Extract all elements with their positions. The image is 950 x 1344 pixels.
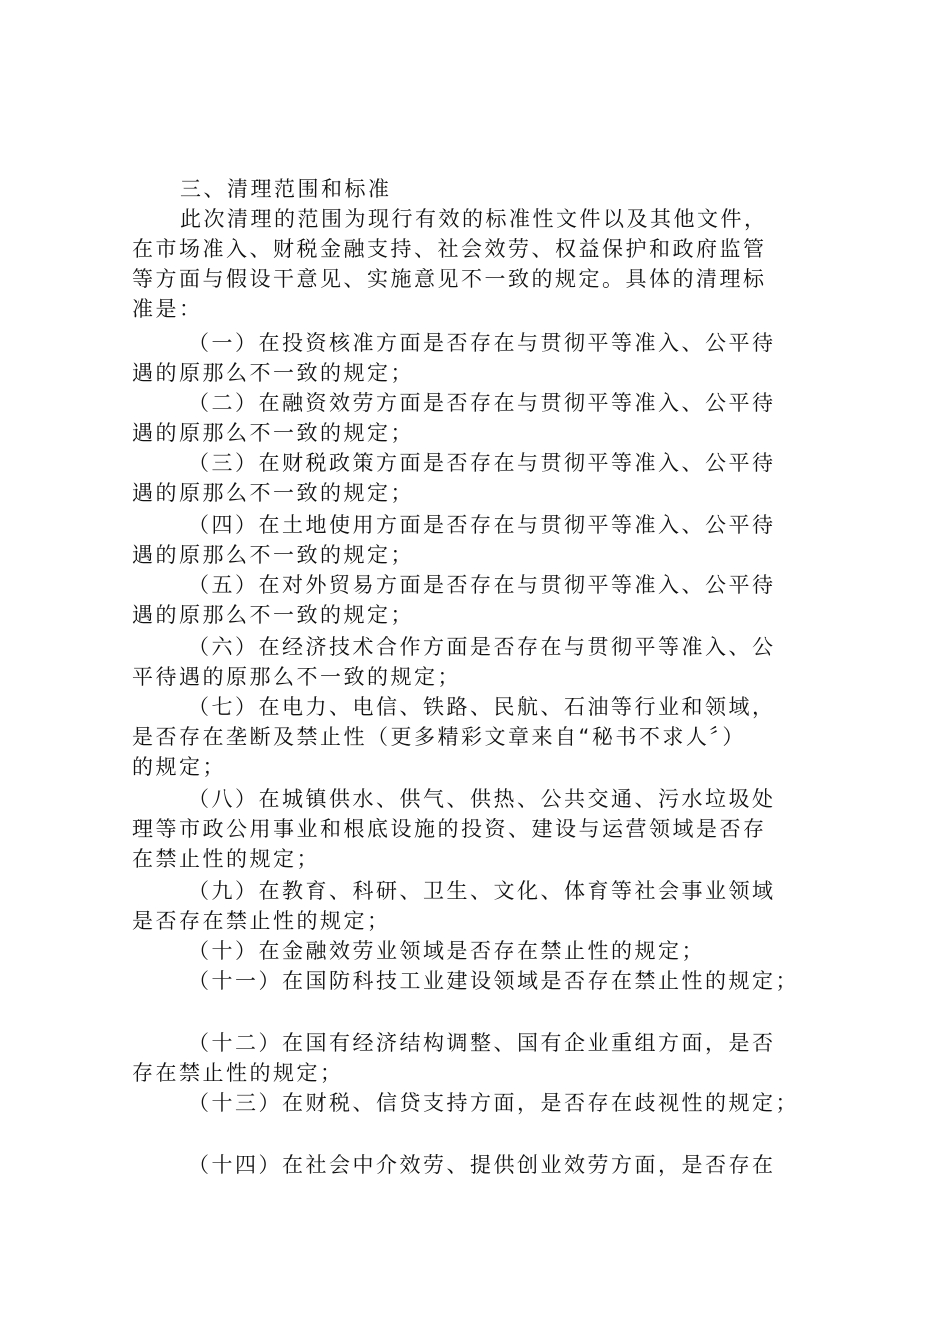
list-item-line: （五）在对外贸易方面是否存在与贯彻平等准入、公平待 [188,573,776,597]
list-item-line: 遇的原那么不一致的规定； [132,543,414,567]
list-item-line: 平待遇的原那么不一致的规定； [132,665,461,689]
paragraph-line: 准是： [132,297,203,321]
list-item-line: （一）在投资核准方面是否存在与贯彻平等准入、公平待 [188,331,776,355]
list-item-line: （十）在金融效劳业领域是否存在禁止性的规定； [188,939,705,963]
list-item-line: 是否存在垄断及禁止性（更多精彩文章来自“秘书不求人〞） [132,725,746,749]
list-item-line: （六）在经济技术合作方面是否存在与贯彻平等准入、公 [188,635,776,659]
list-item-line: （四）在土地使用方面是否存在与贯彻平等准入、公平待 [188,513,776,537]
list-item-line: 遇的原那么不一致的规定； [132,421,414,445]
list-item-line: （十三）在财税、信贷支持方面，是否存在歧视性的规定； [188,1091,799,1115]
list-item-line: 遇的原那么不一致的规定； [132,603,414,627]
list-item-line: （九）在教育、科研、卫生、文化、体育等社会事业领域 [188,879,776,903]
list-item-line: （十一）在国防科技工业建设领域是否存在禁止性的规定； [188,969,799,993]
section-heading: 三、清理范围和标准 [180,177,392,201]
paragraph-line: 等方面与假设干意见、实施意见不一致的规定。具体的清理标 [132,267,767,291]
list-item-line: 在禁止性的规定； [132,847,320,871]
list-item-line: 遇的原那么不一致的规定； [132,481,414,505]
list-item-line: （七）在电力、电信、铁路、民航、石油等行业和领域， [188,695,776,719]
list-item-line: 是否存在禁止性的规定； [132,909,391,933]
list-item-line: （三）在财税政策方面是否存在与贯彻平等准入、公平待 [188,451,776,475]
list-item-line: （二）在融资效劳方面是否存在与贯彻平等准入、公平待 [188,391,776,415]
list-item-line: 遇的原那么不一致的规定； [132,361,414,385]
paragraph-line: 此次清理的范围为现行有效的标准性文件以及其他文件， [180,207,768,231]
list-item-line: 理等市政公用事业和根底设施的投资、建设与运营领域是否存 [132,817,767,841]
list-item-line: （十四）在社会中介效劳、提供创业效劳方面，是否存在 [188,1153,776,1177]
paragraph-line: 在市场准入、财税金融支持、社会效劳、权益保护和政府监管 [132,237,767,261]
list-item-line: （十二）在国有经济结构调整、国有企业重组方面，是否 [188,1031,776,1055]
list-item-line: 存在禁止性的规定； [132,1061,344,1085]
list-item-line: 的规定； [132,755,226,779]
list-item-line: （八）在城镇供水、供气、供热、公共交通、污水垃圾处 [188,787,776,811]
